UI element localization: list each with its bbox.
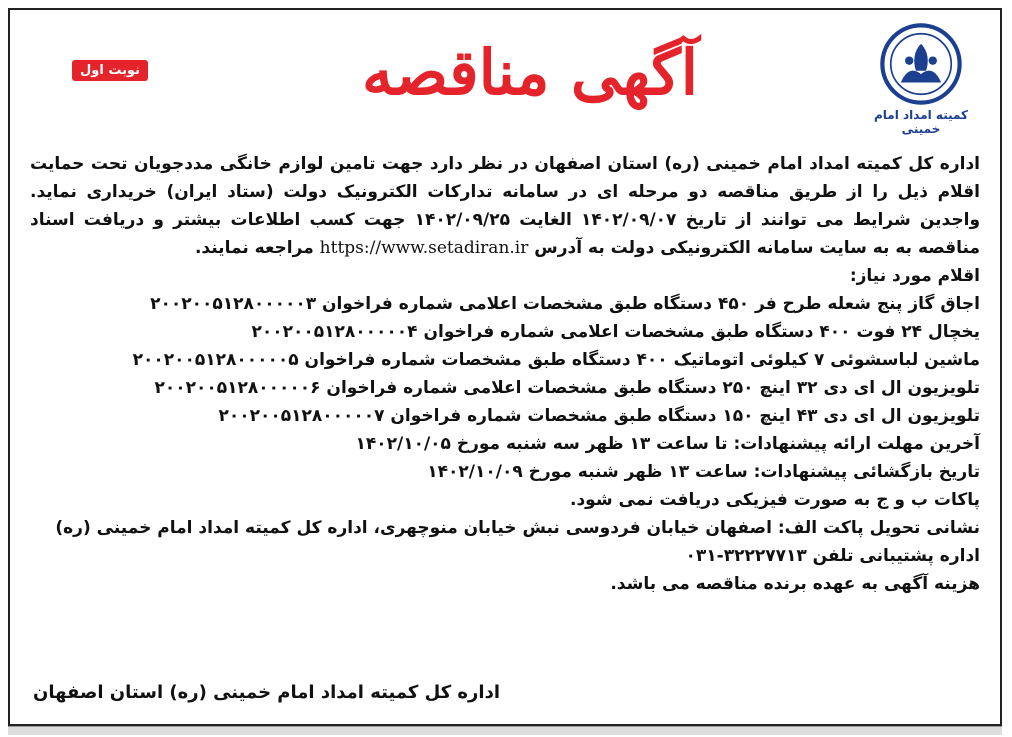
bottom-divider — [8, 726, 1002, 735]
organization-logo — [856, 22, 986, 142]
logo-caption: کمیته امداد امام خمینی — [873, 108, 969, 136]
item-tv-43: تلویزیون ال ای دی ۴۳ اینچ ۱۵۰ دستگاه طبق مشخصات شماره فراخوان ۲۰۰۲۰۰۵۱۲۸۰۰۰۰۰۷ — [218, 406, 980, 426]
item-refrigerator: یخچال ۲۴ فوت ۴۰۰ دستگاه طبق مشخصات اعلامی شماره فراخوان ۲۰۰۲۰۰۵۱۲۸۰۰۰۰۰۴ — [251, 322, 980, 342]
notice-frame — [8, 8, 1002, 726]
notice-body — [30, 150, 980, 598]
item-washing-machine: ماشین لباسشوئی ۷ کیلوئی اتوماتیک ۴۰۰ دستگاه طبق مشخصات شماره فراخوان ۲۰۰۲۰۰۵۱۲۸۰۰۰۰۰۵ — [132, 350, 980, 370]
intro-text: اداره کل کمیته امداد امام خمینی (ره) استان اصفهان در نظر دارد جهت تامین لوازم خانگی مددجویان تحت حمایت اقلام ذیل را از طریق مناقصه دو مرحله ای در سامانه تدارکات الکترونیک دولت (ستاد ایران) خریداری نماید. واجدین شرایط می توانند از تاریخ ۱۴۰۲/۰۹/۰۷ الغایت ۱۴۰۲/۰۹/۲۵ جهت کسب اطلاعات بیشتر و دریافت اسناد مناقصه به به سایت سامانه الکترونیکی دولت به آدرس — [30, 154, 981, 258]
intro-end: مراجعه نمایند. — [194, 238, 314, 258]
opening-line: تاریخ بازگشائی پیشنهادات: ساعت ۱۳ ظهر شنبه مورخ ۱۴۰۲/۱۰/۰۹ — [427, 462, 980, 482]
deadline-line: آخرین مهلت ارائه پیشنهادات: تا ساعت ۱۳ ظهر سه شنبه مورخ ۱۴۰۲/۱۰/۰۵ — [355, 434, 980, 454]
publication-round-badge: نوبت اول — [72, 60, 148, 81]
notice-title: آگهی مناقصه — [361, 36, 699, 109]
item-stove: اجاق گاز پنج شعله طرح فر ۴۵۰ دستگاه طبق مشخصات اعلامی شماره فراخوان ۲۰۰۲۰۰۵۱۲۸۰۰۰۰۰۳ — [150, 294, 980, 314]
address-line: نشانی تحویل پاکت الف: اصفهان خیابان فردوسی نبش خیابان منوچهری، اداره کل کمیته امداد امام خمینی (ره) — [55, 518, 980, 538]
signature-line: اداره کل کمیته امداد امام خمینی (ره) استان اصفهان — [32, 682, 500, 703]
website-link[interactable]: https://www.setadiran.ir — [319, 238, 529, 258]
emdad-emblem-icon — [879, 22, 963, 106]
intro-paragraph — [30, 150, 980, 262]
cost-line: هزینه آگهی به عهده برنده مناقصه می باشد. — [610, 574, 980, 594]
support-line: اداره پشتیبانی تلفن ۳۲۲۲۷۷۱۳-۰۳۱ — [685, 546, 980, 566]
items-heading: اقلام مورد نیاز: — [849, 266, 980, 286]
physical-line: پاکات ب و ج به صورت فیزیکی دریافت نمی شود. — [570, 490, 980, 510]
item-tv-32: تلویزیون ال ای دی ۳۲ اینچ ۲۵۰ دستگاه طبق مشخصات اعلامی شماره فراخوان ۲۰۰۲۰۰۵۱۲۸۰۰۰۰۰۶ — [154, 378, 980, 398]
